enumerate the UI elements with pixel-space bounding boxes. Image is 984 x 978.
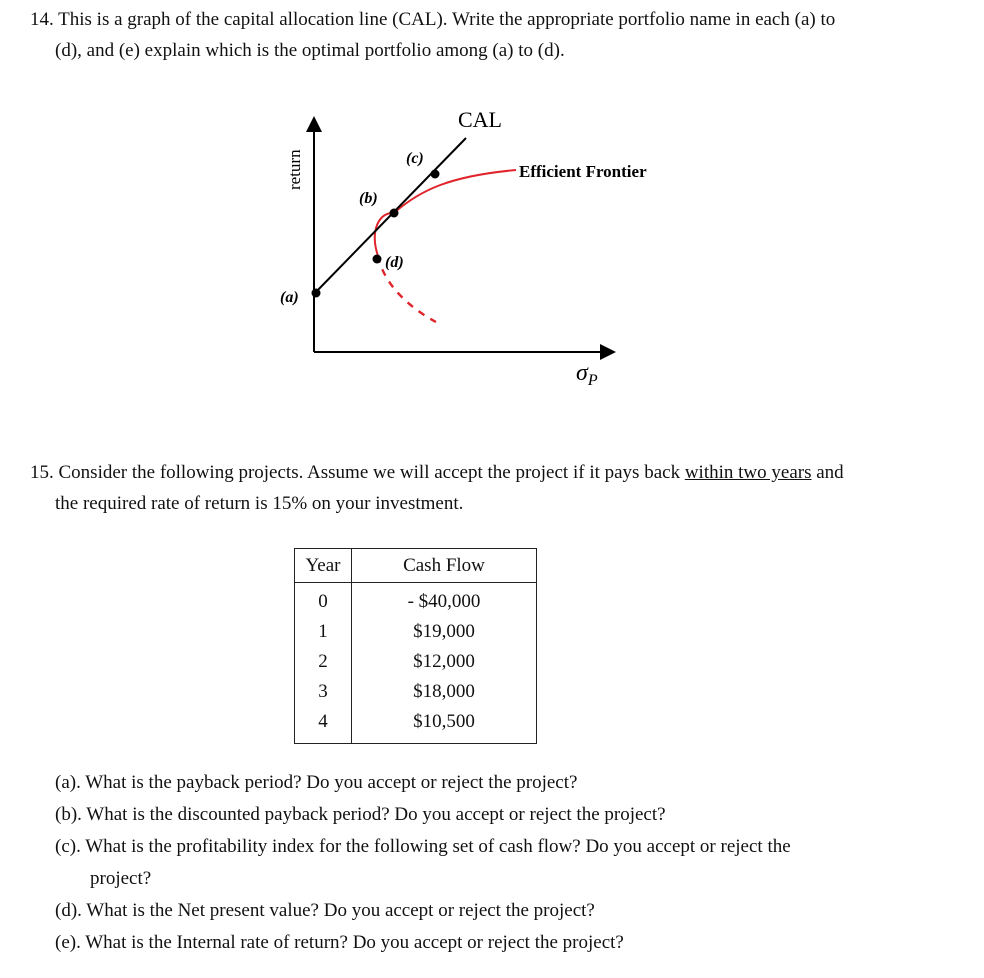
y-axis-label: return (285, 149, 304, 190)
question-b: (b). What is the discounted payback period? Do you accept or reject the project? (55, 804, 666, 825)
cash-flow-cell: $10,500 (413, 711, 475, 732)
point-a-marker (312, 289, 321, 298)
table-row (295, 583, 537, 618)
year-cell: 0 (295, 583, 352, 618)
question-c-line-1: (c). What is the profitability index for the following set of cash flow? Do you accept or reject the (55, 836, 791, 857)
header-cash-flow: Cash Flow (352, 549, 537, 583)
point-d-label: (d) (385, 254, 404, 271)
q14-line-1: 14. This is a graph of the capital allocation line (CAL). Write the appropriate portfolio name in each (a) to (30, 9, 836, 30)
cal-graph (0, 0, 984, 420)
q15-line-1-pre: 15. Consider the following projects. Assume we will accept the project if it pays back (30, 462, 685, 483)
table-header-row (295, 549, 537, 583)
year-cell: 4 (295, 707, 352, 744)
cal-label: CAL (458, 107, 502, 132)
question-a: (a). What is the payback period? Do you accept or reject the project? (55, 772, 578, 793)
point-c-label: (c) (406, 150, 424, 167)
cash-flow-cell: $19,000 (413, 621, 475, 642)
cash-flow-cell: $12,000 (413, 651, 475, 672)
cash-flow-table (294, 548, 537, 744)
point-b-marker (390, 209, 399, 218)
q14-line-2: (d), and (e) explain which is the optimal portfolio among (a) to (d). (55, 40, 565, 61)
question-e: (e). What is the Internal rate of return? Do you accept or reject the project? (55, 932, 624, 953)
table-row (295, 707, 537, 744)
q15-line-1 (30, 462, 844, 484)
header-year: Year (295, 549, 352, 583)
point-c-marker (431, 170, 440, 179)
table-row (295, 677, 537, 707)
year-cell: 3 (295, 677, 352, 707)
q15-line-2: the required rate of return is 15% on your investment. (55, 493, 464, 514)
year-cell: 2 (295, 647, 352, 677)
sigma-symbol: σ (576, 360, 588, 386)
question-c-line-2: project? (90, 868, 152, 889)
q15-line-1-post: and (811, 462, 844, 483)
frontier-label: Efficient Frontier (519, 162, 647, 181)
year-cell: 1 (295, 617, 352, 647)
table-row (295, 647, 537, 677)
point-a-label: (a) (280, 289, 299, 306)
table-row (295, 617, 537, 647)
point-d-marker (373, 255, 382, 264)
cash-flow-cell: - $40,000 (407, 591, 481, 612)
x-axis-label (576, 360, 598, 389)
q15-underlined-text: within two years (684, 462, 812, 483)
cash-flow-cell: $18,000 (413, 681, 475, 702)
sigma-subscript: P (587, 372, 598, 389)
question-d: (d). What is the Net present value? Do you accept or reject the project? (55, 900, 595, 921)
point-b-label: (b) (359, 190, 378, 207)
